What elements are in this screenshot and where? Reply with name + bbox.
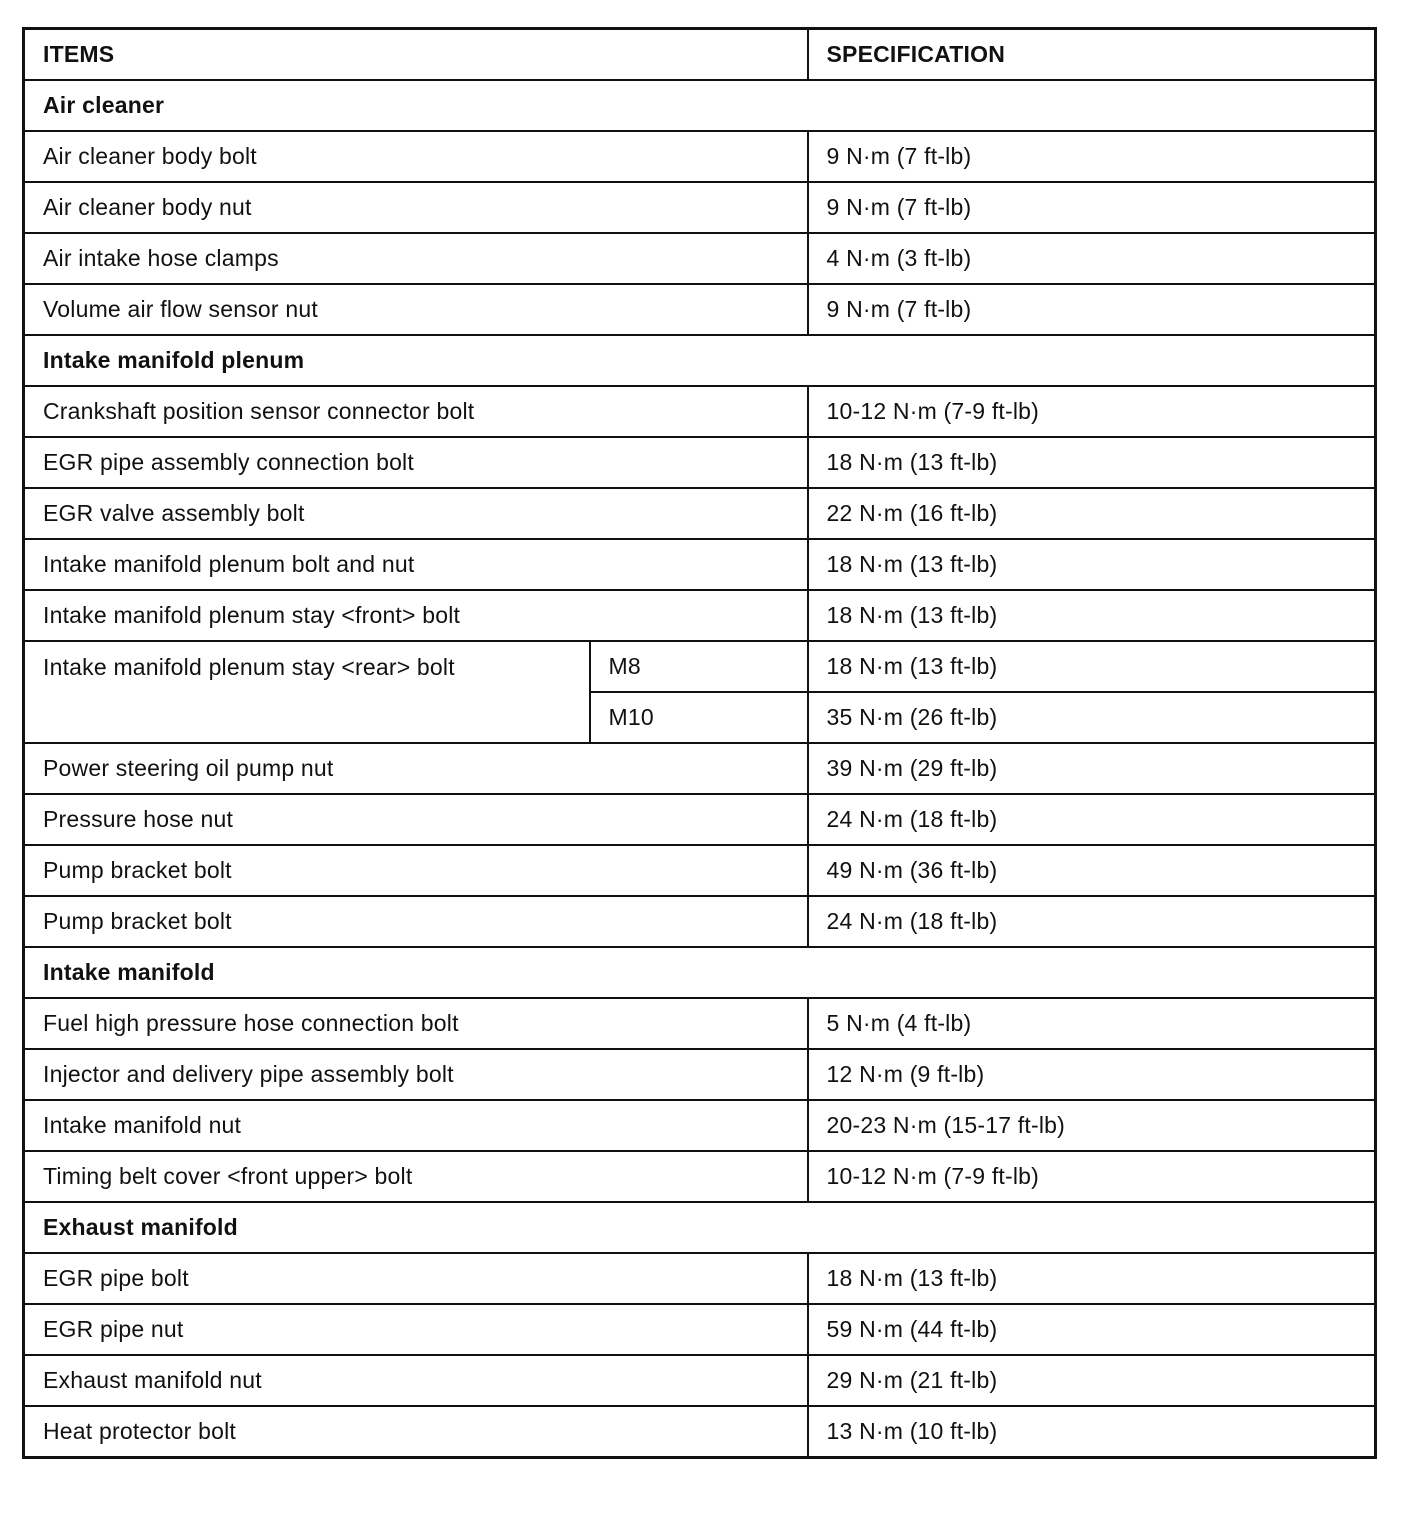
- item-cell: Timing belt cover <front upper> bolt: [24, 1151, 808, 1202]
- table-row: [24, 1049, 1376, 1100]
- spec-cell: 4 N·m (3 ft-lb): [808, 233, 1376, 284]
- table-row: [24, 386, 1376, 437]
- item-cell: Volume air flow sensor nut: [24, 284, 808, 335]
- size-cell: M10: [590, 692, 808, 743]
- table-row: [24, 539, 1376, 590]
- spec-cell: 13 N·m (10 ft-lb): [808, 1406, 1376, 1458]
- table-row: [24, 794, 1376, 845]
- item-cell: Intake manifold nut: [24, 1100, 808, 1151]
- table-row: [24, 743, 1376, 794]
- table-row: [24, 182, 1376, 233]
- item-cell: Air intake hose clamps: [24, 233, 808, 284]
- spec-cell: 18 N·m (13 ft-lb): [808, 641, 1376, 692]
- table-row: [24, 1406, 1376, 1458]
- spec-cell: 9 N·m (7 ft-lb): [808, 284, 1376, 335]
- section-title: Air cleaner: [24, 80, 1376, 131]
- spec-cell: 20-23 N·m (15-17 ft-lb): [808, 1100, 1376, 1151]
- spec-cell: 39 N·m (29 ft-lb): [808, 743, 1376, 794]
- table-row: [24, 998, 1376, 1049]
- table-row: [24, 488, 1376, 539]
- section-title: Exhaust manifold: [24, 1202, 1376, 1253]
- spec-cell: 18 N·m (13 ft-lb): [808, 437, 1376, 488]
- item-cell: Exhaust manifold nut: [24, 1355, 808, 1406]
- spec-cell: 5 N·m (4 ft-lb): [808, 998, 1376, 1049]
- spec-cell: 18 N·m (13 ft-lb): [808, 539, 1376, 590]
- spec-cell: 29 N·m (21 ft-lb): [808, 1355, 1376, 1406]
- header-row: [24, 29, 1376, 81]
- table-row: [24, 437, 1376, 488]
- item-cell: Pressure hose nut: [24, 794, 808, 845]
- item-cell: Pump bracket bolt: [24, 845, 808, 896]
- spec-cell: 10-12 N·m (7-9 ft-lb): [808, 386, 1376, 437]
- item-cell: Air cleaner body nut: [24, 182, 808, 233]
- table-row: [24, 845, 1376, 896]
- item-cell: EGR valve assembly bolt: [24, 488, 808, 539]
- section-row: [24, 80, 1376, 131]
- table-row: [24, 641, 1376, 692]
- table-row: [24, 1253, 1376, 1304]
- section-row: [24, 1202, 1376, 1253]
- table-row: [24, 590, 1376, 641]
- spec-cell: 24 N·m (18 ft-lb): [808, 794, 1376, 845]
- table-row: [24, 284, 1376, 335]
- item-cell: Intake manifold plenum stay <rear> bolt: [24, 641, 590, 743]
- item-cell: Heat protector bolt: [24, 1406, 808, 1458]
- section-title: Intake manifold plenum: [24, 335, 1376, 386]
- torque-spec-table: [22, 27, 1377, 1459]
- spec-cell: 12 N·m (9 ft-lb): [808, 1049, 1376, 1100]
- spec-cell: 10-12 N·m (7-9 ft-lb): [808, 1151, 1376, 1202]
- spec-cell: 18 N·m (13 ft-lb): [808, 590, 1376, 641]
- table-row: [24, 1100, 1376, 1151]
- item-cell: Intake manifold plenum stay <front> bolt: [24, 590, 808, 641]
- table-row: [24, 896, 1376, 947]
- spec-cell: 24 N·m (18 ft-lb): [808, 896, 1376, 947]
- item-cell: Pump bracket bolt: [24, 896, 808, 947]
- section-title: Intake manifold: [24, 947, 1376, 998]
- item-cell: Power steering oil pump nut: [24, 743, 808, 794]
- item-cell: EGR pipe bolt: [24, 1253, 808, 1304]
- specification-header: SPECIFICATION: [808, 29, 1376, 81]
- table-row: [24, 131, 1376, 182]
- spec-cell: 35 N·m (26 ft-lb): [808, 692, 1376, 743]
- spec-cell: 22 N·m (16 ft-lb): [808, 488, 1376, 539]
- spec-cell: 9 N·m (7 ft-lb): [808, 182, 1376, 233]
- spec-cell: 18 N·m (13 ft-lb): [808, 1253, 1376, 1304]
- item-cell: Intake manifold plenum bolt and nut: [24, 539, 808, 590]
- item-cell: EGR pipe nut: [24, 1304, 808, 1355]
- section-row: [24, 335, 1376, 386]
- item-cell: Fuel high pressure hose connection bolt: [24, 998, 808, 1049]
- spec-cell: 49 N·m (36 ft-lb): [808, 845, 1376, 896]
- table-row: [24, 233, 1376, 284]
- items-header: ITEMS: [24, 29, 808, 81]
- spec-cell: 9 N·m (7 ft-lb): [808, 131, 1376, 182]
- item-cell: Crankshaft position sensor connector bolt: [24, 386, 808, 437]
- size-cell: M8: [590, 641, 808, 692]
- item-cell: Injector and delivery pipe assembly bolt: [24, 1049, 808, 1100]
- item-cell: Air cleaner body bolt: [24, 131, 808, 182]
- section-row: [24, 947, 1376, 998]
- spec-cell: 59 N·m (44 ft-lb): [808, 1304, 1376, 1355]
- table-row: [24, 1355, 1376, 1406]
- table-row: [24, 1304, 1376, 1355]
- item-cell: EGR pipe assembly connection bolt: [24, 437, 808, 488]
- table-row: [24, 1151, 1376, 1202]
